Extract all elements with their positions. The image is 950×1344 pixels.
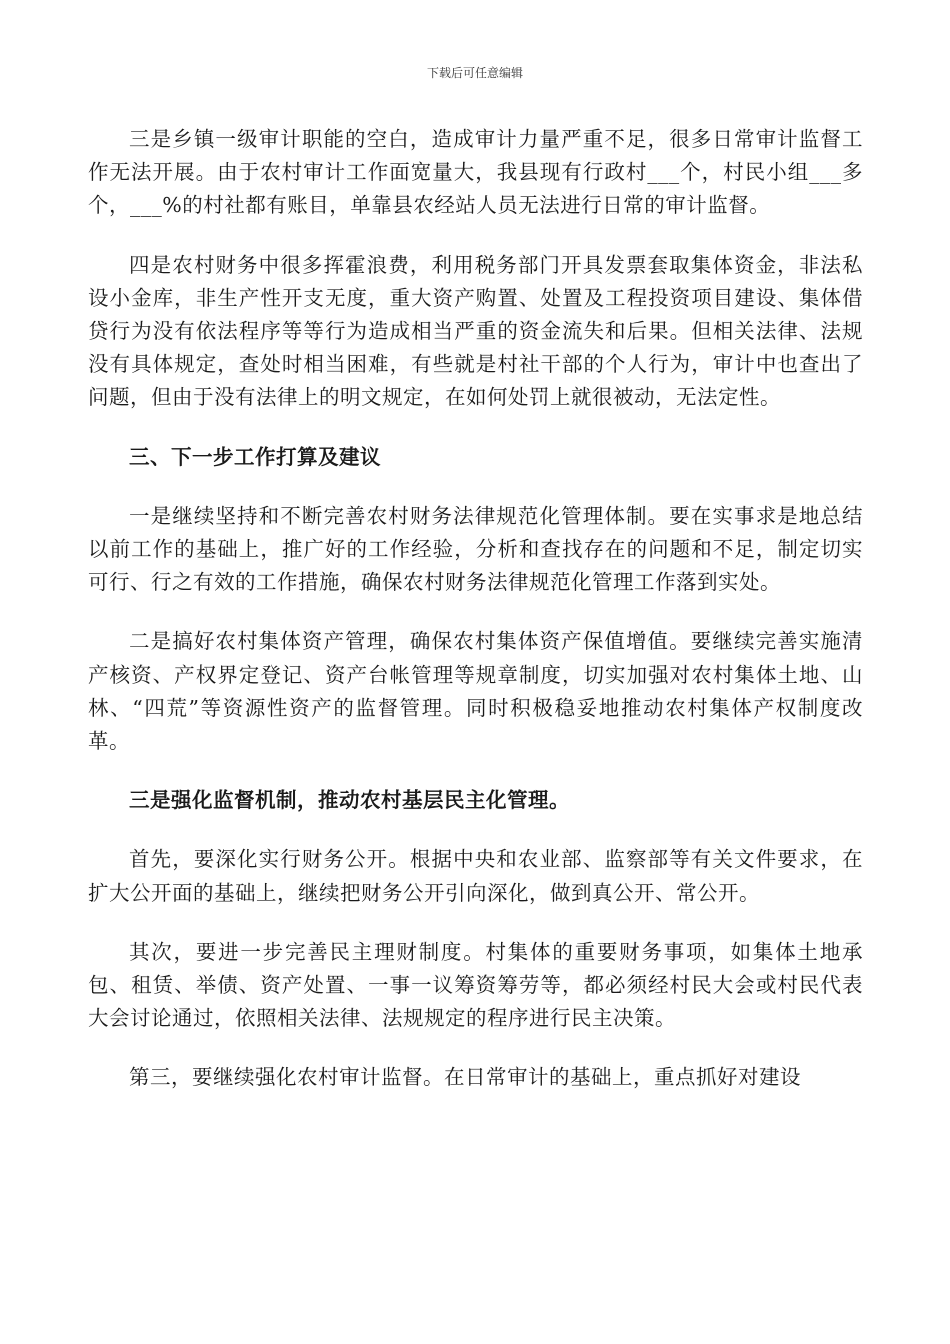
paragraph-audit-supervision: 第三，要继续强化农村审计监督。在日常审计的基础上，重点抓好对建设 bbox=[129, 1065, 801, 1090]
paragraph-waste: 四是农村财务中很多挥霍浪费，利用税务部门开具发票套取集体资金，非法私设小金库，非生产性开支无度，重大资产购置、处置及工程投资项目建设、集体借贷行为没有依法程序等等行为造成相当严重的资金流失和后果。但相关法律、法规没有具体规定，查处时相当困难，有些就是村社干部的个人行为，审计中也查出了问题，但由于没有法律上的明文规定，在如何处罚上就很被动，无法定性。 bbox=[88, 252, 863, 410]
section-heading-next-steps: 三、下一步工作打算及建议 bbox=[129, 444, 381, 469]
page-header: 下载后可任意编辑 bbox=[426, 66, 523, 80]
document-body bbox=[88, 123, 863, 1121]
subheading-supervision: 三是强化监督机制，推动农村基层民主化管理。 bbox=[129, 788, 570, 813]
paragraph-financial-disclosure: 首先，要深化实行财务公开。根据中央和农业部、监察部等有关文件要求，在扩大公开面的基础上，继续把财务公开引向深化，做到真公开、常公开。 bbox=[88, 847, 863, 905]
paragraph-audit-gap: 三是乡镇一级审计职能的空白，造成审计力量严重不足，很多日常审计监督工作无法开展。由于农村审计工作面宽量大，我县现有行政村___个，村民小组___多个，___%的村社都有账目，单靠县农经站人员无法进行日常的审计监督。 bbox=[88, 127, 863, 218]
paragraph-asset-management: 二是搞好农村集体资产管理，确保农村集体资产保值增值。要继续完善实施清产核资、产权界定登记、资产台帐管理等规章制度，切实加强对农村集体土地、山林、“四荒”等资源性资产的监督管理。同时积极稳妥地推动农村集体产权制度改革。 bbox=[88, 629, 863, 754]
paragraph-standardize: 一是继续坚持和不断完善农村财务法律规范化管理体制。要在实事求是地总结以前工作的基础上，推广好的工作经验，分析和查找存在的问题和不足，制定切实可行、行之有效的工作措施，确保农村财务法律规范化管理工作落到实处。 bbox=[88, 503, 863, 595]
paragraph-democratic-finance: 其次，要进一步完善民主理财制度。村集体的重要财务事项，如集体土地承包、租赁、举债、资产处置、一事一议筹资筹劳等，都必须经村民大会或村民代表大会讨论通过，依照相关法律、法规规定的程序进行民主决策。 bbox=[88, 939, 863, 1031]
